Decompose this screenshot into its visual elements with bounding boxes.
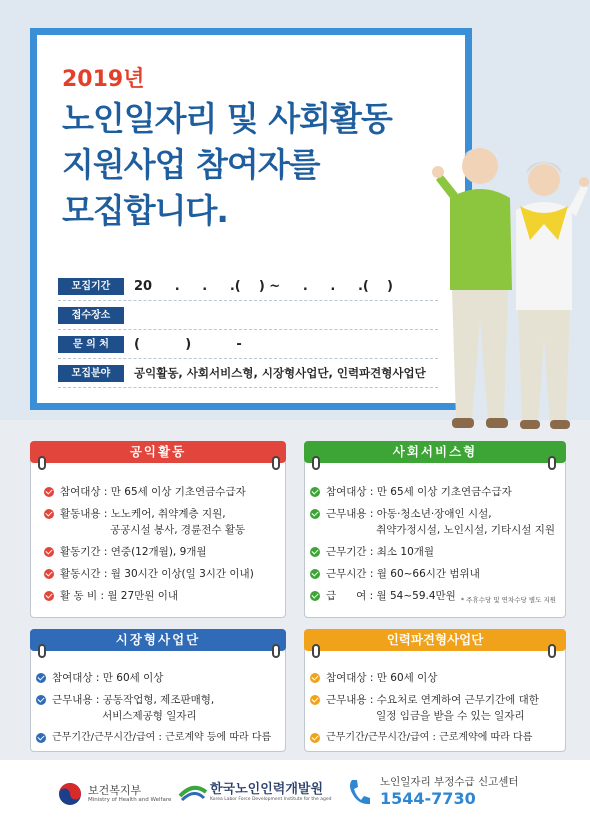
headline-line-3: 모집합니다. [62, 191, 228, 230]
list-item: 활동내용 : 노노케어, 취약계층 지원, 공공시설 봉사, 경륜전수 활동 [44, 506, 282, 538]
check-icon [44, 547, 54, 557]
check-icon [44, 487, 54, 497]
check-icon [36, 733, 46, 743]
headline [62, 96, 462, 234]
check-icon [310, 487, 320, 497]
info-row-contact [58, 330, 438, 359]
info-label: 모집분야 [58, 365, 124, 382]
section-market-items [36, 670, 284, 752]
check-icon [36, 695, 46, 705]
info-value: ( ) - [134, 336, 242, 352]
check-icon [44, 569, 54, 579]
info-value: 20 . . .( ) ~ . . .( ) [134, 278, 393, 294]
info-row-place [58, 301, 438, 330]
hotline-label: 노인일자리 부정수급 신고센터 [380, 776, 519, 788]
info-row-fields [58, 359, 438, 388]
list-item: 급 여 : 월 54~59.4만원 * 주휴수당 및 연차수당 별도 지원 [310, 588, 564, 608]
list-item: 참여대상 : 만 65세 이상 기초연금수급자 [44, 484, 282, 500]
info-label: 모집기간 [58, 278, 124, 295]
institute-logo-icon [178, 780, 208, 804]
hotline-number: 1544-7730 [380, 789, 476, 808]
check-icon [310, 591, 320, 601]
check-icon [310, 509, 320, 519]
check-icon [44, 591, 54, 601]
list-item: 근무내용 : 공동작업형, 제조판매형, 서비스제공형 일자리 [36, 692, 284, 724]
info-label: 문 의 처 [58, 336, 124, 353]
check-icon [36, 673, 46, 683]
ministry-logo-icon [58, 782, 82, 806]
check-icon [310, 695, 320, 705]
year-label: 2019년 [62, 67, 145, 92]
phone-icon [346, 777, 372, 807]
headline-line-1: 노인일자리 및 사회활동 [62, 99, 392, 138]
check-icon [310, 673, 320, 683]
list-item: 근무시간 : 월 60~66시간 범위내 [310, 566, 564, 582]
binder-ring-icon [548, 644, 556, 658]
info-table [58, 272, 438, 388]
ministry-name: 보건복지부 [88, 784, 142, 797]
list-item: 참여대상 : 만 60세 이상 [36, 670, 284, 686]
info-row-period [58, 272, 438, 301]
list-item: 활 동 비 : 월 27만원 이내 [44, 588, 282, 604]
list-item: 근무내용 : 아동·청소년·장애인 시설, 취약가정시설, 노인시설, 기타시설 지원 [310, 506, 564, 538]
list-item: 근무기간/근무시간/급여 : 근로계약에 따라 다름 [310, 730, 564, 746]
section-dispatch-items [310, 670, 564, 752]
list-item: 참여대상 : 만 65세 이상 기초연금수급자 [310, 484, 564, 500]
list-item: 근무내용 : 수요처로 연계하여 근무기간에 대한 일정 임금을 받을 수 있는 일자리 [310, 692, 564, 724]
check-icon [310, 569, 320, 579]
list-item: 근무기간/근무시간/급여 : 근로계약 등에 따라 다름 [36, 730, 284, 746]
list-item: 근무기간 : 최소 10개월 [310, 544, 564, 560]
section-public-title: 공익활동 [30, 441, 286, 463]
section-dispatch-title: 인력파견형사업단 [304, 629, 566, 651]
ministry-name-en: Ministry of Health and Welfare [88, 797, 172, 803]
binder-ring-icon [312, 456, 320, 470]
section-social-items [310, 484, 564, 614]
binder-ring-icon [548, 456, 556, 470]
check-icon [310, 733, 320, 743]
binder-ring-icon [272, 644, 280, 658]
footer [0, 760, 590, 827]
headline-line-2: 지원사업 참여자를 [62, 145, 320, 184]
list-item: 활동기간 : 연중(12개월), 9개월 [44, 544, 282, 560]
binder-ring-icon [272, 456, 280, 470]
check-icon [44, 509, 54, 519]
institute-name: 한국노인인력개발원 [210, 782, 324, 797]
list-item: 참여대상 : 만 60세 이상 [310, 670, 564, 686]
section-public-items [44, 484, 282, 610]
binder-ring-icon [312, 644, 320, 658]
institute-name-en: Korea Labor Force Development Institute for the aged [210, 797, 332, 802]
section-social-title: 사회서비스형 [304, 441, 566, 463]
salary-note: * 주휴수당 및 연차수당 별도 지원 [460, 596, 557, 604]
info-value: 공익활동, 사회서비스형, 시장형사업단, 인력파견형사업단 [134, 366, 426, 380]
list-item: 활동시간 : 월 30시간 이상(일 3시간 이내) [44, 566, 282, 582]
check-icon [310, 547, 320, 557]
elderly-couple-image [432, 140, 590, 440]
binder-ring-icon [38, 644, 46, 658]
info-label: 접수장소 [58, 307, 124, 324]
section-market-title: 시장형사업단 [30, 629, 286, 651]
binder-ring-icon [38, 456, 46, 470]
